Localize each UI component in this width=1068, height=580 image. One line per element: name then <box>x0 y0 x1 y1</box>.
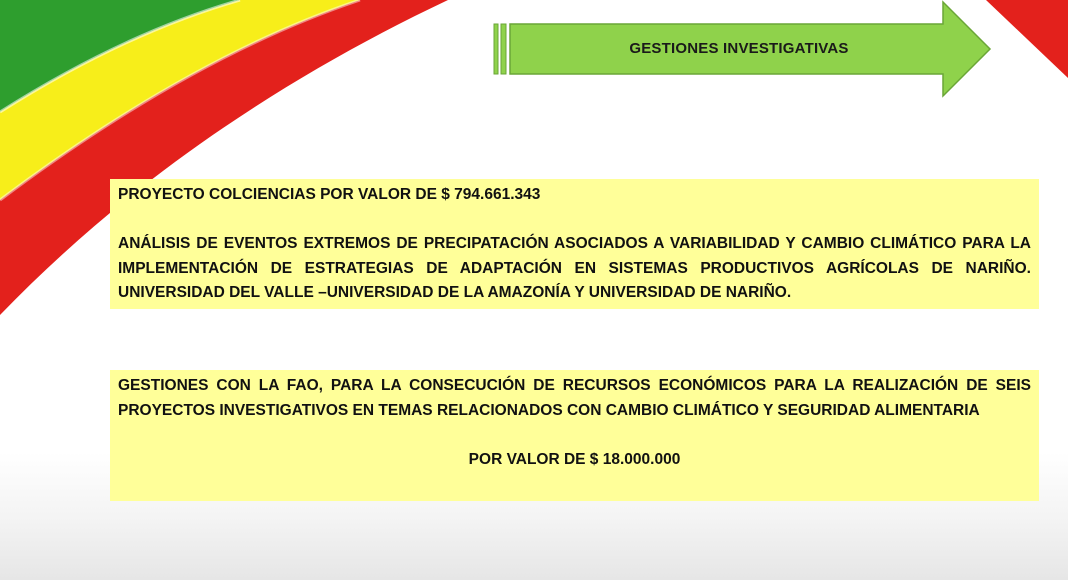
colciencias-project-box <box>110 179 1039 309</box>
fao-amount-line: POR VALOR DE $ 18.000.000 <box>468 450 681 468</box>
fao-description: GESTIONES CON LA FAO, PARA LA CONSECUCIÓN DE RECURSOS ECONÓMICOS PARA LA REALIZACIÓN DE SEIS PROYECTOS INVESTIGATIVOS EN TEMAS RELACIONADOS CON CAMBIO CLIMÁTICO Y SEGURIDAD ALIMENTARIA <box>118 377 1031 419</box>
colciencias-amount-line: PROYECTO COLCIENCIAS POR VALOR DE $ 794.661.343 <box>118 186 541 203</box>
fao-management-box <box>110 370 1039 501</box>
page-title: GESTIONES INVESTIGATIVAS <box>629 39 849 57</box>
project-description: ANÁLISIS DE EVENTOS EXTREMOS DE PRECIPATACIÓN ASOCIADOS A VARIABILIDAD Y CAMBIO CLIMÁTICO PARA LA IMPLEMENTACIÓN DE ESTRATEGIAS DE ADAPTACIÓN EN SISTEMAS PRODUCTIVOS AGRÍCOLAS DE NARIÑO. UNIVERSIDAD DEL VALLE –UNIVERSIDAD DE LA AMAZONÍA Y UNIVERSIDAD DE NARIÑO. <box>118 235 1031 301</box>
